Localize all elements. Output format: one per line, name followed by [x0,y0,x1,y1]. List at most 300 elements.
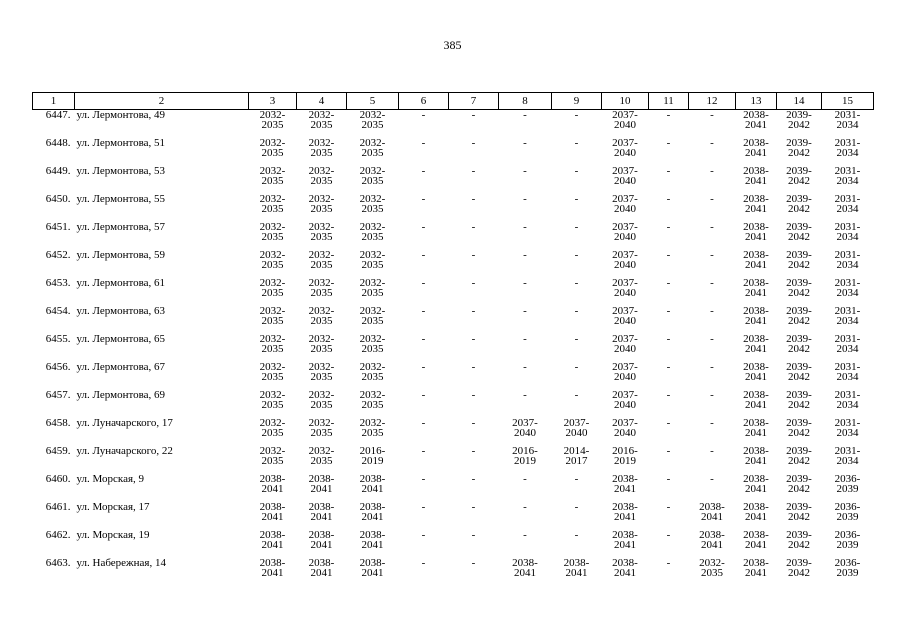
period-text: 2040 [614,259,636,271]
period-cell-col-10 [602,558,649,586]
period-text: - [471,109,476,121]
period-text: 2032- [359,277,386,289]
period-text: 2041 [310,511,333,523]
header-cell-9: 9 [552,93,602,110]
table-row [33,222,874,250]
period-text: 2039- [786,501,812,513]
period-text: 2038- [612,557,638,569]
period-cell-col-10 [602,530,649,558]
period-cell-col-10 [602,222,649,250]
period-cell-col-11 [649,278,689,306]
period-cell-col-5 [347,222,399,250]
period-text: 2040 [565,427,588,439]
period-text: - [710,389,714,401]
period-cell-col-10 [602,138,649,166]
period-text: 2031- [834,389,861,401]
period-cell-col-5 [347,558,399,586]
period-text: - [523,333,527,345]
period-text: - [471,361,476,373]
table-row [33,558,874,586]
header-cell-2: 2 [75,93,249,110]
period-text: - [710,193,714,205]
period-text: 2034 [836,371,859,383]
period-cell-col-5 [347,446,399,474]
period-text: - [471,305,476,317]
period-text: 2039- [786,137,812,149]
table-row [33,278,874,306]
period-cell-col-12 [689,250,736,278]
table-row [33,194,874,222]
period-text: 2032- [259,305,286,317]
period-text: 2032- [308,109,335,121]
period-text: 2038- [743,473,769,485]
period-text: - [523,165,527,177]
period-cell-col-7 [449,110,499,139]
period-text: 2034 [836,455,859,467]
period-cell-col-14 [777,250,822,278]
period-cell-col-14 [777,390,822,418]
period-text: 2034 [836,231,859,243]
period-text: 2041 [745,343,767,355]
period-cell-col-15 [822,278,874,306]
period-text: 2041 [745,455,767,467]
period-cell-col-11 [649,250,689,278]
period-text: - [666,417,671,429]
period-text: - [471,165,476,177]
period-text: 2035 [261,427,284,439]
period-cell-col-6 [399,194,449,222]
period-text: 2037- [612,361,638,373]
period-text: - [666,137,671,149]
period-text: 2039 [836,483,859,495]
period-text: 2039- [786,529,812,541]
period-cell-col-4 [297,222,347,250]
period-text: - [421,221,426,233]
period-cell-col-4 [297,334,347,362]
period-text: 2041 [745,399,767,411]
period-cell-col-6 [399,334,449,362]
table-row [33,166,874,194]
period-cell-col-5 [347,278,399,306]
period-cell-col-7 [449,334,499,362]
period-text: 2034 [836,203,859,215]
period-cell-col-9 [552,278,602,306]
period-cell-col-14 [777,362,822,390]
period-text: 2042 [788,231,810,243]
address-cell: ул. Лермонтова, 59 [76,249,166,261]
period-text: - [574,137,579,149]
period-cell-col-10 [602,502,649,530]
period-text: 2032- [308,277,335,289]
period-text: - [574,473,579,485]
period-cell-col-13 [736,194,777,222]
period-cell-col-15 [822,138,874,166]
header-cell-15: 15 [822,93,874,110]
period-cell-col-11 [649,474,689,502]
period-text: 2040 [514,427,536,439]
period-text: 2032- [259,333,286,345]
period-text: 2032- [259,445,286,457]
period-cell-col-8 [499,502,552,530]
period-cell-col-5 [347,306,399,334]
period-cell-col-4 [297,418,347,446]
period-text: 2041 [745,231,767,243]
period-text: - [710,165,714,177]
period-text: - [523,501,527,513]
period-text: 2032- [359,249,386,261]
period-cell-col-10 [602,110,649,139]
period-text: 2037- [612,137,638,149]
period-cell-col-15 [822,362,874,390]
period-cell-col-9 [552,306,602,334]
header-cell-14: 14 [777,93,822,110]
period-text: - [471,445,476,457]
address-cell: ул. Лермонтова, 51 [76,137,166,149]
period-text: 2035 [361,427,384,439]
period-text: 2037- [612,417,638,429]
period-text: 2038- [743,445,769,457]
period-text: 2031- [834,305,861,317]
period-text: 2040 [614,315,636,327]
period-cell-col-13 [736,306,777,334]
period-text: 2032- [699,557,725,569]
period-text: 2035 [261,455,284,467]
period-text: - [421,473,426,485]
period-text: 2032- [308,305,335,317]
period-text: 2032- [259,417,286,429]
period-cell-col-3 [249,502,297,530]
period-text: 2042 [788,119,810,131]
address-cell: ул. Лермонтова, 57 [76,221,166,233]
period-cell-col-5 [347,474,399,502]
table-row [33,390,874,418]
period-cell-col-12 [689,334,736,362]
period-text: - [523,389,527,401]
period-cell-col-14 [777,222,822,250]
period-text: - [523,109,527,121]
period-text: 2032- [359,109,386,121]
period-cell-col-3 [249,278,297,306]
period-text: 2041 [614,511,636,523]
period-cell-col-3 [249,194,297,222]
period-text: 2032- [308,389,335,401]
period-text: 2041 [745,371,767,383]
period-text: 2031- [834,221,861,233]
period-text: - [471,557,476,569]
period-cell-col-3 [249,558,297,586]
period-cell-col-14 [777,138,822,166]
period-text: 2035 [261,175,284,187]
period-text: 2038- [743,361,769,373]
period-text: 2041 [261,567,284,579]
period-text: 2035 [261,287,284,299]
period-cell-col-7 [449,138,499,166]
period-text: - [471,417,476,429]
table-header [33,93,874,110]
period-cell-col-13 [736,502,777,530]
period-text: 2035 [261,343,284,355]
period-cell-col-11 [649,390,689,418]
row-number: 6459. [45,445,71,457]
period-text: - [421,277,426,289]
address-cell: ул. Набережная, 14 [76,557,166,569]
period-text: - [421,333,426,345]
period-cell-col-12 [689,418,736,446]
period-text: 2038- [743,305,769,317]
period-text: 2032- [259,389,286,401]
period-cell-col-4 [297,194,347,222]
period-cell-col-8 [499,110,552,139]
table-row [33,250,874,278]
period-cell-col-3 [249,334,297,362]
period-text: 2042 [788,259,810,271]
period-text: 2042 [788,203,810,215]
period-cell-col-4 [297,474,347,502]
period-cell-col-8 [499,222,552,250]
period-cell-col-9 [552,446,602,474]
period-text: 2038- [259,557,286,569]
period-text: 2035 [310,343,333,355]
row-number: 6462. [45,529,71,541]
period-cell-col-12 [689,530,736,558]
period-text: 2034 [836,399,859,411]
period-cell-col-4 [297,558,347,586]
period-text: 2039- [786,445,812,457]
period-cell-col-14 [777,166,822,194]
period-text: 2038- [743,333,769,345]
period-text: 2041 [745,315,767,327]
period-cell-col-13 [736,530,777,558]
period-text: 2041 [310,539,333,551]
period-text: 2035 [361,315,384,327]
period-text: 2035 [701,567,723,579]
period-cell-col-3 [249,138,297,166]
address-cell: ул. Лермонтова, 55 [76,193,166,205]
period-cell-col-13 [736,418,777,446]
period-text: - [666,221,671,233]
period-text: 2038- [359,529,386,541]
period-text: 2035 [310,119,333,131]
period-cell-col-13 [736,250,777,278]
header-cell-10: 10 [602,93,649,110]
period-cell-col-11 [649,110,689,139]
period-text: 2031- [834,445,861,457]
period-text: 2041 [745,203,767,215]
period-text: 2039- [786,389,812,401]
period-text: 2038- [359,473,386,485]
period-text: - [666,445,671,457]
period-text: 2039- [786,361,812,373]
period-text: 2041 [745,427,767,439]
period-text: - [523,361,527,373]
header-cell-4: 4 [297,93,347,110]
period-cell-col-12 [689,194,736,222]
table-row [33,306,874,334]
period-text: - [421,249,426,261]
period-cell-col-8 [499,250,552,278]
period-text: - [421,417,426,429]
period-text: 2037- [612,389,638,401]
period-text: - [471,277,476,289]
period-text: - [666,109,671,121]
address-cell: ул. Луначарского, 17 [76,417,173,429]
period-text: - [666,333,671,345]
period-cell-col-11 [649,362,689,390]
period-text: 2031- [834,333,861,345]
period-text: 2038- [259,473,286,485]
period-cell-col-7 [449,222,499,250]
period-cell-col-10 [602,334,649,362]
period-text: 2038- [743,529,769,541]
row-number: 6455. [45,333,71,345]
period-text: - [574,277,579,289]
period-cell-col-13 [736,138,777,166]
period-text: 2032- [359,165,386,177]
period-cell-col-9 [552,418,602,446]
table-row [33,474,874,502]
header-cell-11: 11 [649,93,689,110]
period-cell-col-4 [297,362,347,390]
period-text: 2034 [836,259,859,271]
period-cell-col-7 [449,558,499,586]
page-number: 385 [443,38,462,52]
address-cell: ул. Морская, 19 [76,529,150,541]
period-cell-col-10 [602,194,649,222]
period-text: 2031- [834,193,861,205]
header-row [33,93,874,110]
period-cell-col-4 [297,502,347,530]
header-cell-13: 13 [736,93,777,110]
table-body [33,110,874,587]
period-text: 2031- [834,417,861,429]
period-cell-col-9 [552,138,602,166]
period-cell-col-6 [399,306,449,334]
table-row [33,502,874,530]
period-text: - [574,333,579,345]
period-text: - [421,557,426,569]
period-text: 2035 [361,147,384,159]
row-number: 6448. [45,137,71,149]
address-cell: ул. Лермонтова, 61 [76,277,166,289]
period-cell-col-10 [602,418,649,446]
period-text: 2016- [612,445,638,457]
period-cell-col-7 [449,474,499,502]
period-text: 2037- [612,277,638,289]
period-cell-col-7 [449,502,499,530]
period-text: - [666,473,671,485]
period-cell-col-12 [689,390,736,418]
period-text: - [710,361,714,373]
period-text: 2038- [612,501,638,513]
period-text: 2032- [359,417,386,429]
period-text: 2035 [261,231,284,243]
period-text: 2038- [308,557,335,569]
period-text: - [666,529,671,541]
period-text: 2040 [614,175,636,187]
period-text: - [523,249,527,261]
period-cell-col-11 [649,334,689,362]
period-text: 2038- [743,417,769,429]
period-text: 2032- [259,137,286,149]
period-text: - [666,277,671,289]
period-cell-col-3 [249,390,297,418]
period-cell-col-7 [449,390,499,418]
period-text: 2041 [745,483,767,495]
period-text: 2037- [612,193,638,205]
period-cell-col-13 [736,390,777,418]
period-text: 2035 [310,371,333,383]
period-text: 2034 [836,175,859,187]
period-cell-col-3 [249,362,297,390]
period-text: - [666,249,671,261]
period-text: 2031- [834,165,861,177]
period-cell-col-5 [347,362,399,390]
row-number: 6454. [45,305,71,317]
row-number: 6458. [45,417,71,429]
period-text: 2035 [261,399,284,411]
period-text: - [574,221,579,233]
period-cell-col-9 [552,194,602,222]
period-text: 2042 [788,511,810,523]
period-cell-col-9 [552,558,602,586]
period-cell-col-5 [347,418,399,446]
address-cell: ул. Лермонтова, 63 [76,305,166,317]
period-cell-col-12 [689,278,736,306]
period-text: 2041 [361,483,384,495]
period-cell-col-8 [499,278,552,306]
period-cell-col-10 [602,390,649,418]
address-cell: ул. Лермонтова, 53 [76,165,166,177]
period-cell-col-15 [822,250,874,278]
period-text: - [710,417,714,429]
period-cell-col-8 [499,558,552,586]
period-cell-col-12 [689,222,736,250]
period-cell-col-3 [249,418,297,446]
period-cell-col-7 [449,530,499,558]
period-text: - [710,249,714,261]
period-text: 2031- [834,277,861,289]
address-cell: ул. Лермонтова, 67 [76,361,166,373]
period-text: - [574,305,579,317]
period-text: 2038- [308,473,335,485]
period-cell-col-11 [649,558,689,586]
period-text: 2035 [361,203,384,215]
period-text: 2036- [834,473,861,485]
period-text: 2035 [310,203,333,215]
period-cell-col-12 [689,502,736,530]
period-text: 2032- [259,221,286,233]
period-text: 2034 [836,287,859,299]
header-cell-5: 5 [347,93,399,110]
period-cell-col-6 [399,222,449,250]
header-cell-3: 3 [249,93,297,110]
period-text: 2041 [701,539,723,551]
period-cell-col-11 [649,446,689,474]
period-text: - [710,333,714,345]
period-cell-col-13 [736,334,777,362]
period-cell-col-9 [552,502,602,530]
period-cell-col-6 [399,166,449,194]
period-cell-col-15 [822,502,874,530]
period-text: 2014- [563,445,590,457]
period-text: - [421,529,426,541]
period-cell-col-14 [777,418,822,446]
period-text: 2035 [361,175,384,187]
period-text: 2035 [261,371,284,383]
period-text: 2038- [612,473,638,485]
period-text: 2035 [261,259,284,271]
period-cell-col-8 [499,474,552,502]
